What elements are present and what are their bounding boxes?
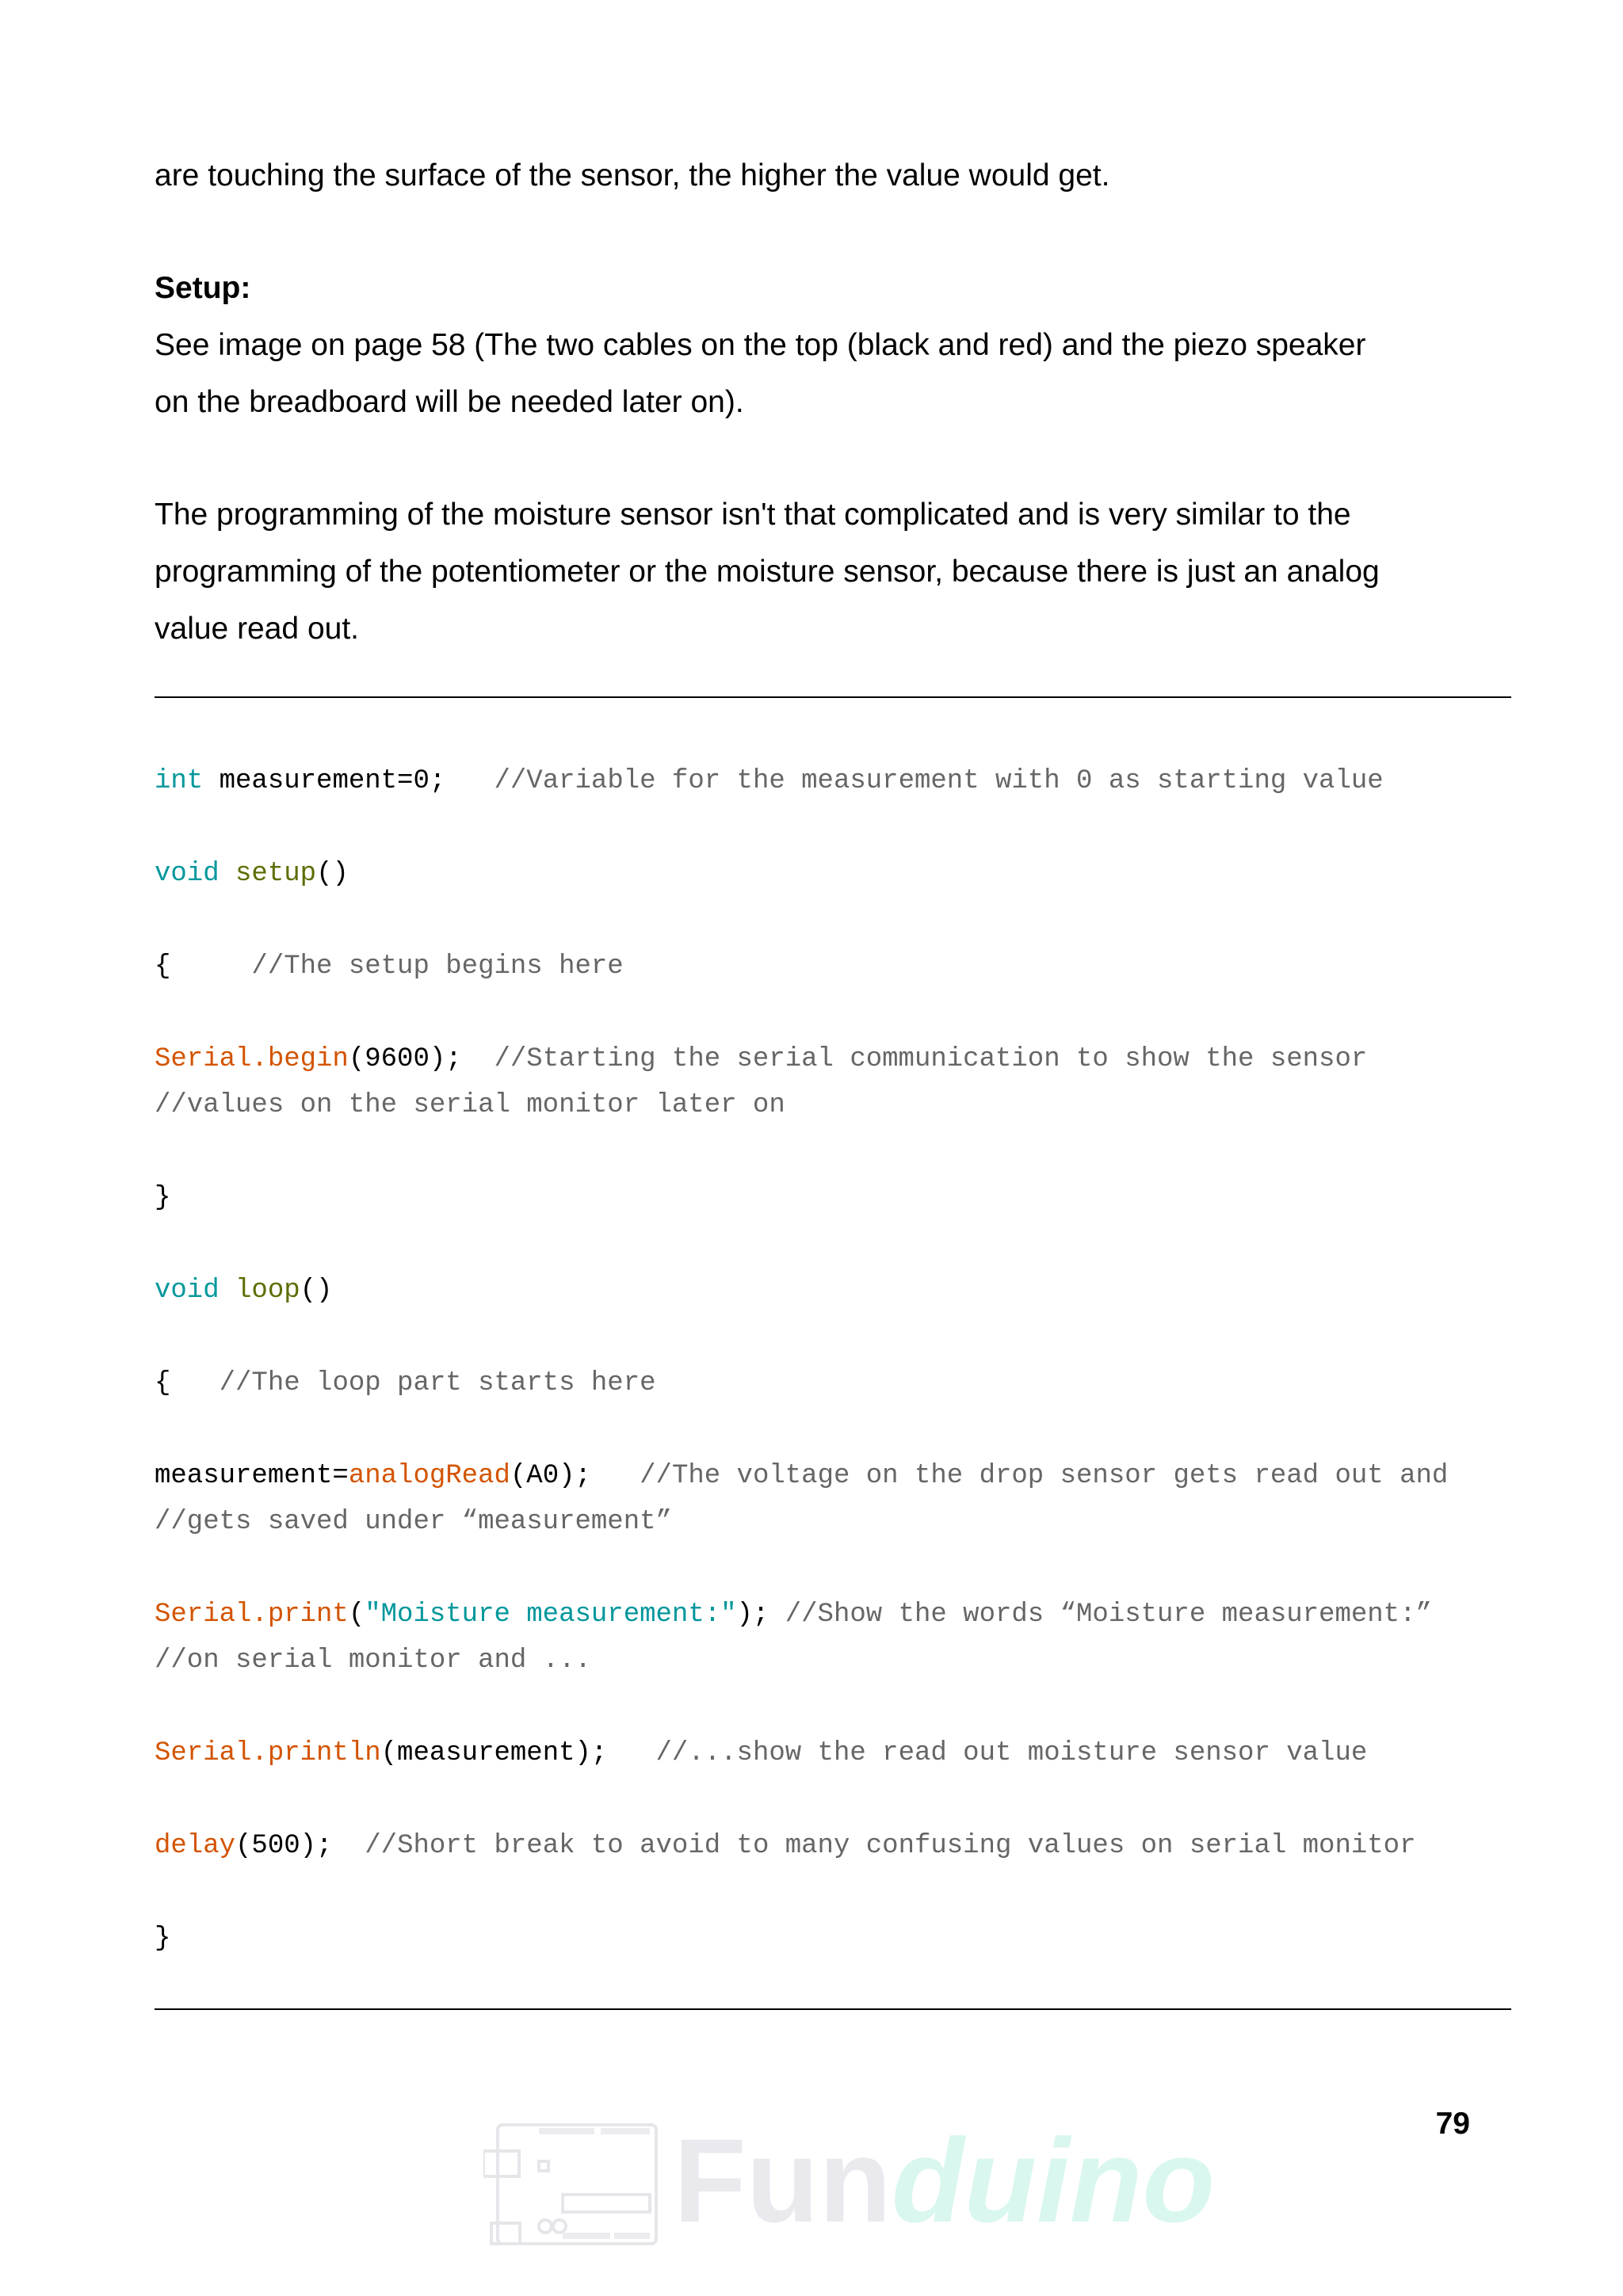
- code-text: (9600);: [348, 1044, 462, 1074]
- code-line: [155, 1916, 170, 1962]
- code-text: (A0);: [510, 1461, 591, 1491]
- code-comment: //Short break to avoid to many confusing values on serial monitor: [332, 1831, 1416, 1861]
- code-text: (): [300, 1276, 333, 1306]
- code-text: );: [736, 1600, 769, 1630]
- code-text: {: [155, 1368, 171, 1398]
- code-text: (): [316, 859, 349, 889]
- code-comment: //The voltage on the drop sensor gets read out and: [590, 1461, 1449, 1491]
- watermark-wordmark: [674, 2114, 1216, 2247]
- code-library-call: Serial.begin: [155, 1044, 349, 1074]
- setup-line-1: See image on page 58 (The two cables on the top (black and red) and the piezo speaker: [155, 328, 1366, 362]
- code-line: [155, 1592, 1432, 1638]
- page-number: 79: [1435, 2107, 1470, 2141]
- code-comment: //values on the serial monitor later on: [155, 1090, 785, 1120]
- code-line: [155, 1499, 672, 1545]
- code-comment: //...show the read out moisture sensor value: [607, 1738, 1368, 1768]
- code-line: [155, 758, 1384, 804]
- setup-line-2: on the breadboard will be needed later on).: [155, 385, 744, 419]
- code-text: measurement=: [155, 1461, 349, 1491]
- intro-continuation: are touching the surface of the sensor, the higher the value would get.: [155, 158, 1110, 193]
- code-comment: //The setup begins here: [170, 952, 624, 982]
- code-top-divider: [155, 696, 1511, 698]
- code-text: (measurement);: [380, 1738, 608, 1768]
- code-comment: //Show the words “Moisture measurement:”: [769, 1600, 1432, 1630]
- setup-heading: Setup:: [155, 271, 251, 305]
- code-text: }: [155, 1924, 171, 1954]
- code-line: [155, 1360, 656, 1406]
- code-line: [155, 1175, 170, 1221]
- code-library-call: analogRead: [348, 1461, 510, 1491]
- code-library-call: delay: [155, 1831, 236, 1861]
- code-comment: //Variable for the measurement with 0 as starting value: [445, 766, 1384, 796]
- code-comment: //Starting the serial communication to show the sensor: [461, 1044, 1368, 1074]
- code-string: "Moisture measurement:": [365, 1600, 737, 1630]
- code-text: (500);: [235, 1831, 333, 1861]
- description-line-3: value read out.: [155, 612, 360, 646]
- watermark-duino: duino: [891, 2114, 1216, 2247]
- code-text: [220, 1276, 235, 1306]
- code-line: [155, 1036, 1367, 1082]
- description-line-1: The programming of the moisture sensor isn't that complicated and is very similar to the: [155, 498, 1351, 532]
- code-comment: //on serial monitor and ...: [155, 1646, 591, 1676]
- code-line: [155, 1453, 1448, 1499]
- code-text: {: [155, 952, 171, 982]
- code-keyword: int: [155, 766, 204, 796]
- code-keyword: void: [155, 859, 220, 889]
- code-comment: //The loop part starts here: [170, 1368, 656, 1398]
- arduino-board-icon: [483, 2115, 666, 2254]
- code-library-call: Serial.print: [155, 1600, 349, 1630]
- code-text: }: [155, 1183, 171, 1213]
- description-line-2: programming of the potentiometer or the moisture sensor, because there is just an analog: [155, 555, 1380, 589]
- code-line: [155, 944, 624, 990]
- code-line: [155, 1268, 332, 1314]
- code-line: [155, 1730, 1367, 1776]
- code-bottom-divider: [155, 2008, 1511, 2010]
- code-line: [155, 1082, 785, 1128]
- funduino-watermark: [483, 2107, 1216, 2258]
- code-text: measurement=0;: [203, 766, 446, 796]
- code-line: [155, 1638, 591, 1684]
- code-function: loop: [235, 1276, 300, 1306]
- code-text: (: [348, 1600, 365, 1630]
- code-line: [155, 1823, 1415, 1869]
- code-text: [220, 859, 235, 889]
- code-keyword: void: [155, 1276, 220, 1306]
- code-comment: //gets saved under “measurement”: [155, 1507, 672, 1537]
- code-library-call: Serial.println: [155, 1738, 381, 1768]
- watermark-fun: Fun: [674, 2114, 892, 2247]
- code-line: [155, 851, 349, 897]
- code-function: setup: [235, 859, 317, 889]
